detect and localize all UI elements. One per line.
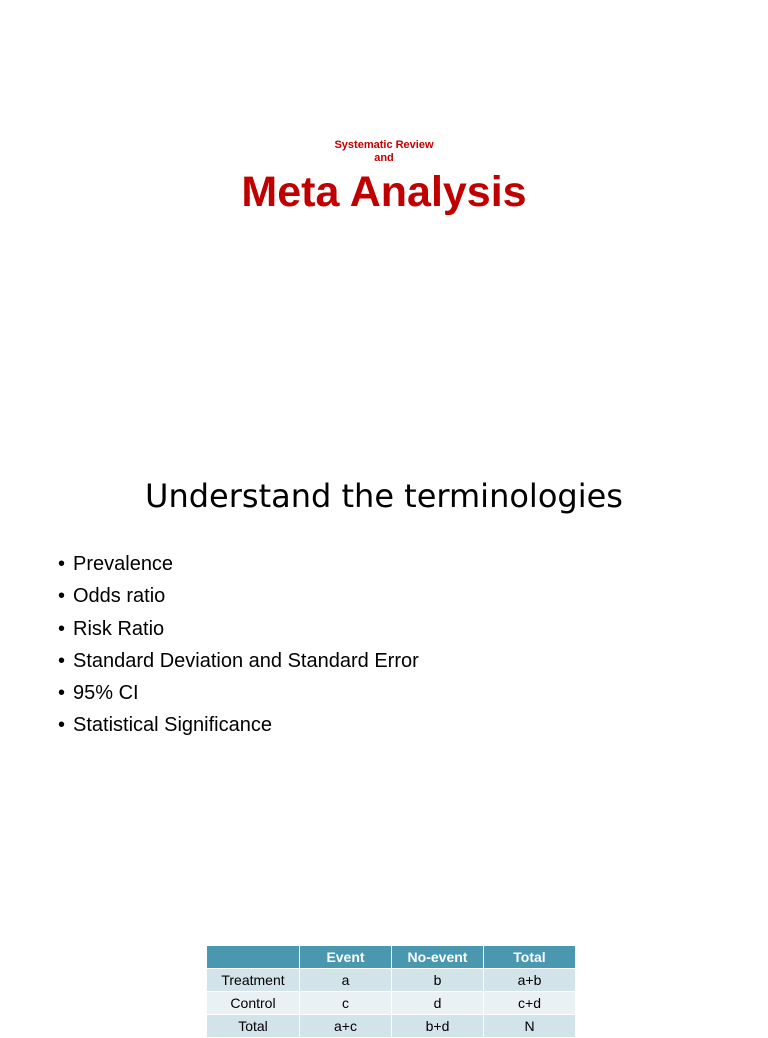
bullet-text: Prevalence <box>73 553 174 575</box>
table-cell: c+d <box>484 992 576 1015</box>
slide-terminologies <box>0 430 768 860</box>
bullet-text: Standard Deviation and Standard Error <box>73 649 419 672</box>
table-cell: c <box>300 992 392 1015</box>
table-header-cell: Total <box>484 946 576 969</box>
table-cell: a+c <box>300 1015 392 1038</box>
subtitle-line-2: and <box>374 152 394 164</box>
table-row <box>207 1015 576 1038</box>
bullet-item <box>58 613 419 645</box>
bullet-text: 95% CI <box>73 682 139 705</box>
bullet-dot-icon: • <box>58 553 66 575</box>
table-header-cell <box>207 946 300 969</box>
bullet-text: Risk Ratio <box>73 617 165 640</box>
table-row <box>207 992 576 1015</box>
bullet-list <box>58 548 419 742</box>
bullet-dot-icon: • <box>58 617 66 640</box>
bullet-dot-icon: • <box>58 714 66 737</box>
table-cell: a <box>300 969 392 992</box>
bullet-dot-icon: • <box>58 649 66 672</box>
slide-title-text: Meta Analysis <box>241 168 527 216</box>
bullet-item <box>58 677 419 709</box>
table-header-row <box>207 946 576 969</box>
subtitle <box>0 139 768 165</box>
subtitle-line-1: Systematic Review <box>334 139 434 151</box>
table-cell: Control <box>207 992 300 1015</box>
table-header-cell: No-event <box>392 946 484 969</box>
bullet-dot-icon: • <box>58 682 66 705</box>
table-cell: d <box>392 992 484 1015</box>
table-cell: b <box>392 969 484 992</box>
table-cell: Total <box>207 1015 300 1038</box>
contingency-table <box>206 945 576 1038</box>
table-cell: Treatment <box>207 969 300 992</box>
table-header-cell: Event <box>300 946 392 969</box>
bullet-text: Statistical Significance <box>73 714 272 737</box>
bullet-dot-icon: • <box>58 585 66 608</box>
bullet-item <box>58 709 419 741</box>
bullet-item <box>58 580 419 612</box>
bullet-text: Odds ratio <box>73 585 166 608</box>
slide-title <box>0 0 768 430</box>
table-cell: N <box>484 1015 576 1038</box>
slide-heading: Understand the terminologies <box>145 477 623 515</box>
table-cell: b+d <box>392 1015 484 1038</box>
bullet-item <box>58 548 419 580</box>
table-row <box>207 969 576 992</box>
bullet-item <box>58 645 419 677</box>
table-cell: a+b <box>484 969 576 992</box>
slide-contingency-table <box>0 860 768 1034</box>
